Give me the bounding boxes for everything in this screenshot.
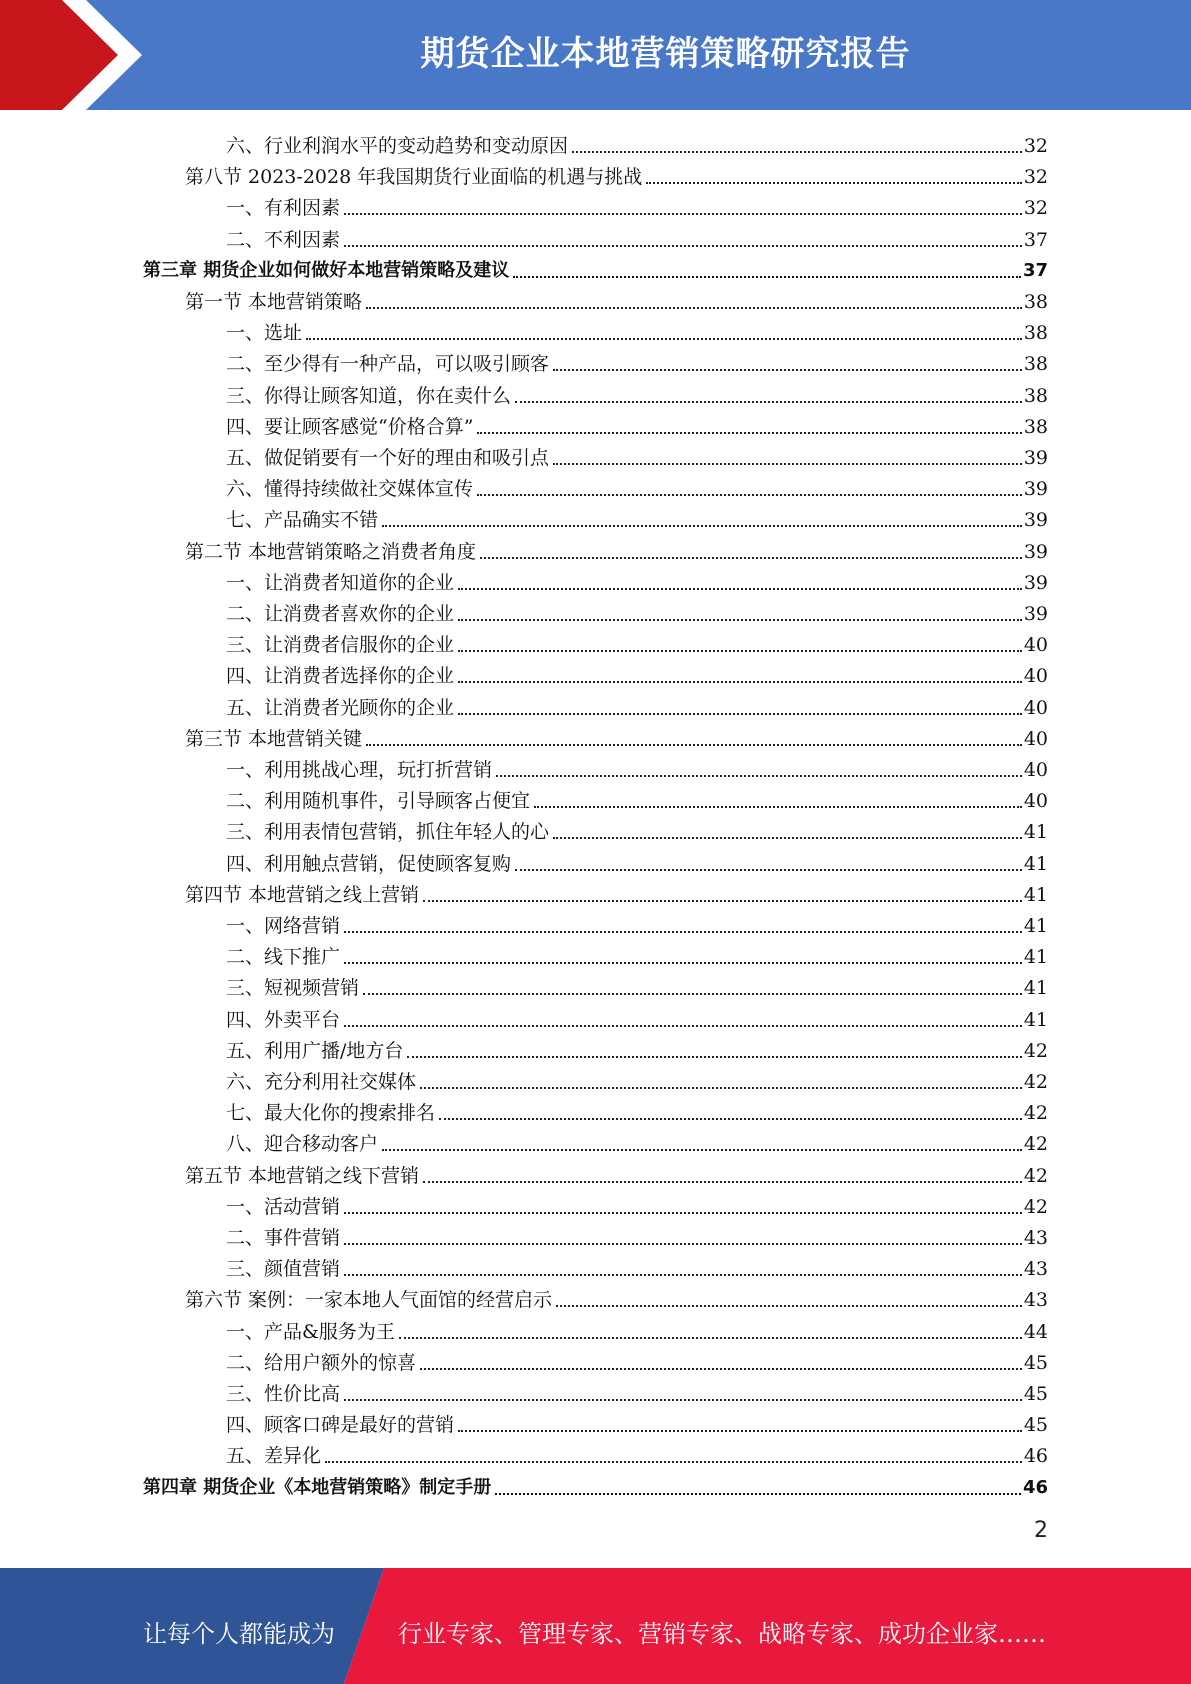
footer-slogan-right: 行业专家、管理专家、营销专家、战略专家、成功企业家…… [398, 1620, 1046, 1648]
toc-leader-dots [572, 150, 1022, 153]
toc-item-row[interactable] [226, 1344, 1048, 1375]
toc-page-number: 46 [1023, 1445, 1048, 1468]
toc-section-row[interactable] [185, 533, 1048, 564]
toc-page-number: 32 [1023, 197, 1048, 220]
toc-item-row[interactable] [226, 689, 1048, 720]
toc-entry-title: 六、充分利用社交媒体 [226, 1071, 417, 1093]
toc-leader-dots [344, 1273, 1022, 1276]
toc-entry-title: 第四章 期货企业《本地营销策略》制定手册 [143, 1476, 492, 1498]
toc-page-number: 41 [1023, 915, 1048, 937]
toc-item-row[interactable] [226, 1063, 1048, 1094]
toc-entry-title: 五、利用广播/地方台 [226, 1039, 404, 1062]
toc-entry-title: 一、让消费者知道你的企业 [226, 571, 455, 594]
toc-entry-title: 四、顾客口碑是最好的营销 [226, 1414, 455, 1437]
toc-page-number: 45 [1023, 1351, 1048, 1374]
toc-item-row[interactable] [226, 907, 1048, 938]
toc-item-row[interactable] [226, 1375, 1048, 1406]
toc-item-row[interactable] [226, 1001, 1048, 1032]
toc-item-row[interactable] [226, 501, 1048, 532]
toc-leader-dots [382, 524, 1022, 527]
toc-entry-title: 一、网络营销 [226, 915, 341, 937]
toc-page-number: 42 [1023, 1102, 1048, 1125]
toc-page-number: 41 [1023, 852, 1048, 875]
toc-leader-dots [496, 774, 1022, 777]
toc-page-number: 41 [1023, 883, 1048, 906]
toc-entry-title: 一、利用挑战心理，玩打折营销 [226, 759, 493, 781]
toc-leader-dots [382, 1148, 1022, 1151]
toc-leader-dots [344, 212, 1022, 215]
toc-leader-dots [556, 1304, 1022, 1307]
toc-page-number: 39 [1023, 571, 1048, 594]
toc-entry-title: 七、最大化你的搜索排名 [226, 1102, 436, 1125]
toc-entry-title: 三、你得让顾客知道，你在卖什么 [226, 384, 512, 407]
toc-entry-title: 二、让消费者喜欢你的企业 [226, 603, 455, 625]
toc-entry-title: 三、让消费者信服你的企业 [226, 634, 455, 657]
toc-item-row[interactable] [226, 1406, 1048, 1437]
toc-item-row[interactable] [226, 938, 1048, 969]
toc-page-number: 37 [1023, 228, 1048, 251]
toc-page-number: 38 [1023, 322, 1048, 345]
toc-page-number: 37 [1022, 259, 1048, 281]
toc-item-row[interactable] [226, 1219, 1048, 1250]
toc-entry-title: 第四节 本地营销之线上营销 [185, 883, 420, 906]
toc-item-row[interactable] [226, 657, 1048, 688]
toc-page-number: 38 [1023, 415, 1048, 438]
toc-entry-title: 三、短视频营销 [226, 977, 360, 1000]
toc-item-row[interactable] [226, 1094, 1048, 1125]
toc-entry-title: 一、选址 [226, 322, 303, 345]
toc-chapter-row[interactable] [143, 252, 1048, 283]
toc-leader-dots [420, 1086, 1022, 1089]
toc-entry-title: 三、颜值营销 [226, 1258, 341, 1281]
toc-entry-title: 第三章 期货企业如何做好本地营销策略及建议 [143, 259, 510, 281]
toc-page-number: 39 [1023, 478, 1048, 501]
toc-chapter-row[interactable] [143, 1469, 1048, 1500]
toc-page-number: 41 [1023, 821, 1048, 844]
toc-entry-title: 二、线下推广 [226, 946, 341, 969]
toc-leader-dots [553, 462, 1022, 465]
toc-leader-dots [515, 868, 1022, 871]
toc-page-number: 45 [1023, 1383, 1048, 1405]
page-number: 2 [1034, 1518, 1048, 1543]
toc-leader-dots [366, 306, 1022, 309]
toc-section-row[interactable] [185, 1281, 1048, 1312]
toc-leader-dots [477, 493, 1022, 496]
toc-entry-title: 四、让消费者选择你的企业 [226, 665, 455, 688]
toc-item-row[interactable] [226, 626, 1048, 657]
toc-entry-title: 四、要让顾客感觉“价格合算” [226, 415, 474, 438]
toc-entry-title: 四、外卖平台 [226, 1008, 341, 1031]
toc-leader-dots [407, 1055, 1021, 1058]
toc-page-number: 42 [1023, 1039, 1048, 1062]
toc-entry-title: 二、事件营销 [226, 1227, 341, 1249]
toc-leader-dots [344, 244, 1022, 247]
toc-page-number: 44 [1023, 1320, 1048, 1343]
toc-page-number: 41 [1023, 1008, 1048, 1031]
toc-item-row[interactable] [226, 127, 1048, 158]
toc-entry-title: 五、做促销要有一个好的理由和吸引点 [226, 447, 550, 469]
toc-entry-title: 一、活动营销 [226, 1195, 341, 1218]
toc-entry-title: 第二节 本地营销策略之消费者角度 [185, 540, 477, 563]
toc-entry-title: 六、懂得持续做社交媒体宣传 [226, 478, 474, 501]
toc-leader-dots [344, 930, 1022, 933]
report-title: 期货企业本地营销策略研究报告 [420, 34, 911, 74]
page-header [0, 0, 1191, 110]
toc-leader-dots [477, 431, 1021, 434]
toc-page-number: 40 [1023, 665, 1048, 688]
toc-page-number: 43 [1023, 1258, 1048, 1281]
toc-section-row[interactable] [185, 283, 1048, 314]
toc-item-row[interactable] [226, 969, 1048, 1000]
toc-item-row[interactable] [226, 408, 1048, 439]
toc-page-number: 39 [1023, 540, 1048, 563]
toc-leader-dots [553, 836, 1022, 839]
toc-item-row[interactable] [226, 1250, 1048, 1281]
toc-leader-dots [458, 618, 1022, 621]
toc-entry-title: 二、不利因素 [226, 228, 341, 251]
toc-leader-dots [495, 1492, 1021, 1495]
toc-item-row[interactable] [226, 470, 1048, 501]
toc-entry-title: 一、有利因素 [226, 197, 341, 220]
toc-page-number: 42 [1023, 1195, 1048, 1218]
toc-page-number: 45 [1023, 1414, 1048, 1437]
toc-page-number: 40 [1023, 696, 1048, 719]
toc-page-number: 40 [1023, 727, 1048, 750]
toc-section-row[interactable] [185, 720, 1048, 751]
toc-leader-dots [515, 400, 1022, 403]
toc-page-number: 39 [1023, 603, 1048, 625]
toc-entry-title: 一、产品&服务为王 [226, 1320, 395, 1343]
toc-page-number: 43 [1023, 1227, 1048, 1249]
toc-section-row[interactable] [185, 1157, 1048, 1188]
toc-leader-dots [439, 1117, 1022, 1120]
toc-leader-dots [344, 1398, 1022, 1401]
toc-page-number: 39 [1023, 447, 1048, 469]
toc-item-row[interactable] [226, 189, 1048, 220]
toc-page-number: 46 [1022, 1476, 1048, 1498]
toc-page-number: 41 [1023, 977, 1048, 1000]
toc-leader-dots [344, 961, 1022, 964]
toc-entry-title: 六、行业利润水平的变动趋势和变动原因 [226, 135, 569, 157]
toc-leader-dots [458, 587, 1022, 590]
toc-item-row[interactable] [226, 782, 1048, 813]
toc-page-number: 38 [1023, 384, 1048, 407]
toc-item-row[interactable] [226, 564, 1048, 595]
toc-leader-dots [423, 1180, 1022, 1183]
toc-leader-dots [513, 275, 1021, 278]
toc-entry-title: 八、迎合移动客户 [226, 1133, 379, 1156]
toc-page-number: 39 [1023, 509, 1048, 532]
toc-leader-dots [423, 899, 1022, 902]
toc-page-number: 42 [1023, 1133, 1048, 1156]
toc-leader-dots [344, 1024, 1022, 1027]
toc-leader-dots [458, 712, 1022, 715]
toc-page-number: 40 [1023, 759, 1048, 781]
toc-page-number: 32 [1023, 135, 1048, 157]
toc-page-number: 38 [1023, 353, 1048, 376]
toc-page-number: 42 [1023, 1164, 1048, 1187]
toc-entry-title: 第三节 本地营销关键 [185, 727, 363, 750]
toc-section-row[interactable] [185, 876, 1048, 907]
toc-page-number: 40 [1023, 634, 1048, 657]
toc-entry-title: 第一节 本地营销策略 [185, 291, 363, 313]
toc-entry-title: 第五节 本地营销之线下营销 [185, 1164, 420, 1187]
toc-page-number: 32 [1023, 166, 1048, 189]
toc-entry-title: 五、让消费者光顾你的企业 [226, 696, 455, 719]
toc-item-row[interactable] [226, 1313, 1048, 1344]
toc-leader-dots [306, 337, 1022, 340]
toc-item-row[interactable] [226, 439, 1048, 470]
toc-item-row[interactable] [226, 345, 1048, 376]
toc-entry-title: 四、利用触点营销，促使顾客复购 [226, 852, 512, 875]
toc-item-row[interactable] [226, 1125, 1048, 1156]
toc-item-row[interactable] [226, 845, 1048, 876]
toc-item-row[interactable] [226, 595, 1048, 626]
toc-entry-title: 五、差异化 [226, 1445, 322, 1468]
toc-leader-dots [553, 368, 1022, 371]
toc-entry-title: 二、利用随机事件，引导顾客占便宜 [226, 790, 531, 813]
toc-item-row[interactable] [226, 1032, 1048, 1063]
toc-leader-dots [480, 556, 1022, 559]
toc-leader-dots [458, 1429, 1022, 1432]
toc-leader-dots [325, 1460, 1022, 1463]
toc-leader-dots [458, 680, 1022, 683]
toc-page-number: 41 [1023, 946, 1048, 969]
toc-item-row[interactable] [226, 751, 1048, 782]
toc-entry-title: 三、利用表情包营销，抓住年轻人的心 [226, 821, 550, 844]
toc-page-number: 38 [1023, 291, 1048, 313]
toc-leader-dots [344, 1211, 1022, 1214]
toc-leader-dots [420, 1367, 1022, 1370]
toc-item-row[interactable] [226, 314, 1048, 345]
toc-item-row[interactable] [226, 813, 1048, 844]
toc-item-row[interactable] [226, 1188, 1048, 1219]
toc-leader-dots [344, 1242, 1022, 1245]
toc-item-row[interactable] [226, 1437, 1048, 1468]
toc-page-number: 42 [1023, 1071, 1048, 1093]
toc-page-number: 40 [1023, 790, 1048, 813]
toc-entry-title: 第六节 案例：一家本地人气面馆的经营启示 [185, 1289, 553, 1312]
toc-entry-title: 二、至少得有一种产品，可以吸引顾客 [226, 353, 550, 376]
toc-entry-title: 二、给用户额外的惊喜 [226, 1351, 417, 1374]
toc-item-row[interactable] [226, 377, 1048, 408]
toc-leader-dots [363, 992, 1022, 995]
toc-leader-dots [458, 649, 1022, 652]
toc-section-row[interactable] [185, 158, 1048, 189]
toc-leader-dots [399, 1336, 1022, 1339]
toc-entry-title: 七、产品确实不错 [226, 509, 379, 532]
toc-page-number: 43 [1023, 1289, 1048, 1312]
toc-leader-dots [534, 805, 1022, 808]
toc-entry-title: 三、性价比高 [226, 1383, 341, 1405]
footer-slogan-left: 让每个人都能成为 [143, 1620, 335, 1648]
toc-item-row[interactable] [226, 221, 1048, 252]
page-footer [0, 1568, 1191, 1684]
toc-leader-dots [366, 743, 1022, 746]
toc-leader-dots [646, 181, 1022, 184]
toc-entry-title: 第八节 2023-2028 年我国期货行业面临的机遇与挑战 [185, 166, 643, 189]
